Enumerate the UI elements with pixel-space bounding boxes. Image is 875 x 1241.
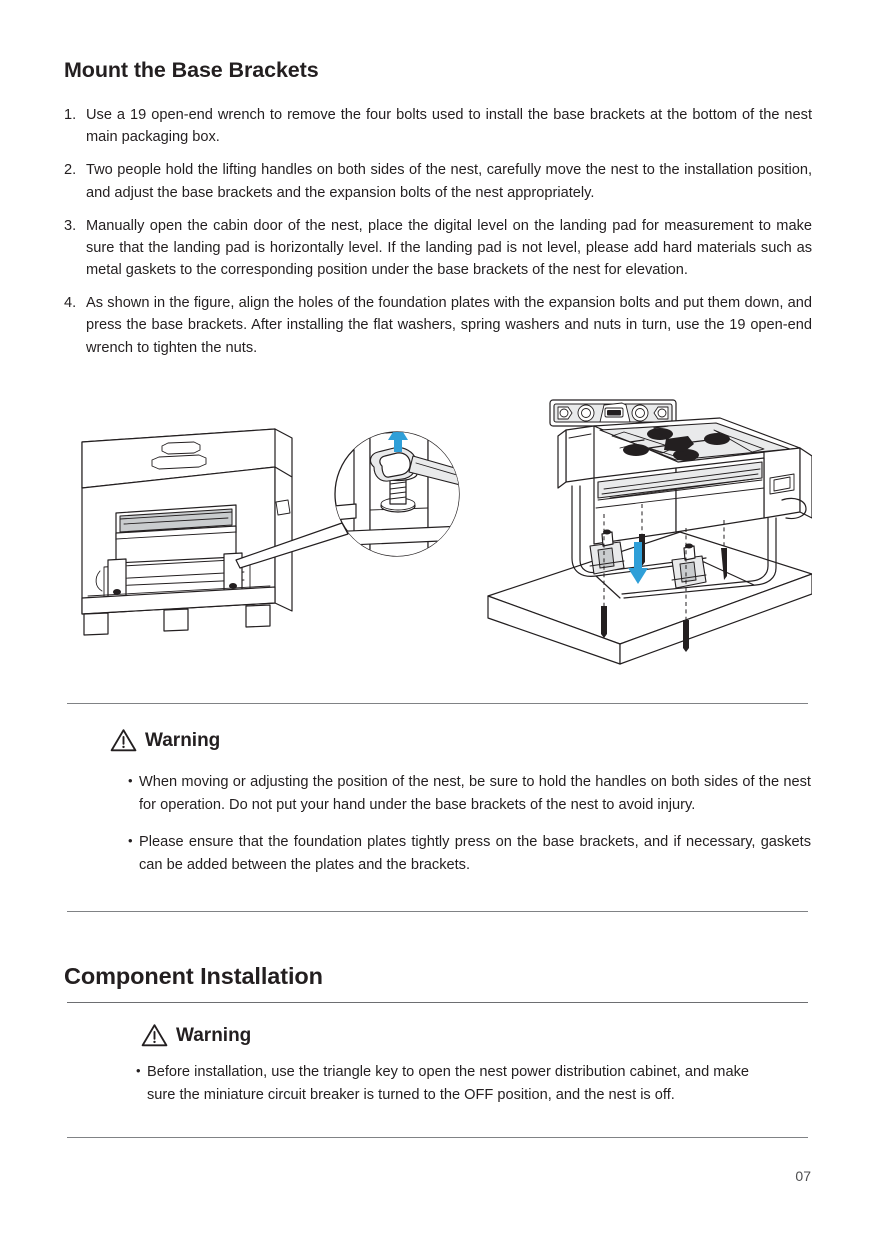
list-item [64,104,812,148]
step-text: Manually open the cabin door of the nest, place the digital level on the landing pad for measurement to make sure that the landing pad is horizontally level. If the landing pad is not level, please add hard materials such as metal gaskets to the corresponding position under the base brackets of the nest for elevation. [86,217,812,279]
step-text: Use a 19 open-end wrench to remove the four bolts used to install the base brackets at the bottom of the nest main packaging box. [86,107,812,146]
step-number: 3. [64,217,77,234]
expansion-bolt [601,606,607,638]
warning-text: Before installation, use the triangle key to open the nest power distribution cabinet, and make sure the miniature circuit breaker is turned to the OFF position, and the nest is off. [147,1064,749,1103]
warning-title: Warning [176,1024,252,1046]
bullet-marker: • [128,832,133,848]
warning-triangle-icon [141,1023,168,1047]
page-title-component-installation: Component Installation [64,963,323,989]
nest-on-pallet-illustration [82,429,292,635]
divider [67,1137,808,1138]
warning-header [141,1023,251,1047]
expansion-bolt [683,620,689,652]
instruction-step-list [64,104,812,370]
step-number: 2. [64,162,77,179]
step-text: Two people hold the lifting handles on both sides of the nest, carefully move the nest to the installation position, and adjust the base brackets and the expansion bolts of the nest appropriately. [86,162,812,201]
warning-text: Please ensure that the foundation plates tightly press on the base brackets, and if necessary, gaskets can be added between the plates and the brackets. [139,833,811,873]
installation-illustration [64,382,812,682]
warning-bullet-list [136,1061,749,1121]
divider [67,911,808,912]
step-number: 4. [64,295,77,312]
warning-bullet-list [128,771,811,891]
divider [67,1002,808,1003]
warning-triangle-icon [110,728,137,752]
base-bracket-installation-figure [64,382,812,682]
list-item [64,292,812,359]
list-item [128,831,811,877]
step-number: 1. [64,107,77,123]
list-item [128,771,811,817]
bullet-marker: • [128,773,133,788]
warning-text: When moving or adjusting the position of the nest, be sure to hold the handles on both sides of the nest for operation. Do not put your hand under the base brackets of the nest to avoid injury. [139,774,811,813]
list-item [136,1061,749,1107]
step-text: As shown in the figure, align the holes of the foundation plates with the expansion bolts and put them down, and press the base brackets. After installing the flat washers, spring washers and nuts in turn, use the 19 open-end wrench to tighten the nuts. [86,295,812,356]
bullet-marker: • [136,1063,141,1078]
warning-header [110,728,220,752]
page-number: 07 [795,1168,811,1184]
nest-on-foundation-illustration [488,418,812,664]
warning-title: Warning [145,729,221,751]
list-item [64,215,812,282]
magnified-bolt-callout [326,424,476,564]
divider [67,703,808,704]
page-title-mount-the-base-brackets: Mount the Base Brackets [64,58,319,82]
list-item [64,159,812,203]
